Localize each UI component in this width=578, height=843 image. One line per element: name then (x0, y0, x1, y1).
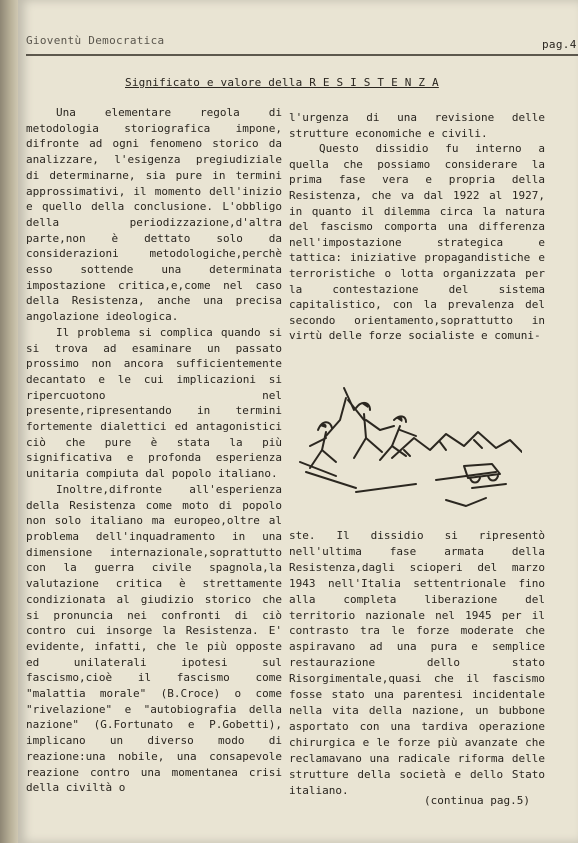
paragraph: ste. Il dissidio si ripresentò nell'ultima fase armata della Resistenza,dagli scioperi del marzo 1943 nell'Italia settentrionale fino alla completa liberazione del territorio nazionale nel 1945 per il contrasto tra le forze moderate che aspiravano ad una pura e semplice restaurazione dello stato Risorgimentale,quasi che il fascismo fosse stato una parentesi incidentale nella vita della nazione, un bubbone asportato con una tardiva operazione chirurgica e le forze più avanzate che reclamavano una radicale riforma delle strutture della società e dello Stato italiano. (289, 529, 545, 797)
paragraph: l'urgenza di una revisione delle strutture economiche e civili. (289, 111, 545, 140)
right-column-top (289, 110, 545, 344)
article-title: Significato e valore della R E S I S T E N Z A (125, 76, 439, 89)
paragraph: Inoltre,difronte all'esperienza della Resistenza come moto di popolo non solo italiano ma europeo,oltre al problema dell'inquadramento in una dimensione internazionale,soprattutto con la guerra civile spagnola,la valutazione critica è strettamente condizionata al giudizio storico che si pronuncia nei confronti di ciò contro cui insorge la Resistenza. E' evidente, infatti, che le più opposte ed unilaterali ipotesi sul fascismo,cioè il fascismo come "malattia morale" (B.Croce) o come "rivelazione" e "autobiografia della nazione" (G.Fortunato e P.Gobetti), implicano un diverso modo di reazione:una nobile, una consapevole reazione contro una momentanea crisi della civiltà o (26, 482, 282, 795)
paragraph: Questo dissidio fu interno a quella che possiamo considerare la prima fase vera e propria della Resistenza, che va dal 1922 al 1927, in quanto il dilemma circa la natura del fascismo comporta una differenza nell'impostazione strategica e tattica: iniziative propagandistiche e terroristiche o lotta organizzata per la contestazione del sistema capitalistico, con la prevalenza del secondo orientamento,soprattutto in virtù delle forze socialiste e comuni- (289, 142, 545, 343)
magazine-name: Gioventù Democratica (26, 34, 165, 47)
page-header (26, 34, 578, 54)
left-column (26, 105, 282, 796)
right-column-bottom (289, 528, 545, 798)
paragraph: Il problema si complica quando si si trova ad esaminare un passato prossimo non ancora sufficientemente decantato e le cui implicazioni si ripercuotono nel presente,ripresentando in termini fortemente dialettici ed antagonistici ciò che pure è stata la più significativa e profonda esperienza unitaria compiuta dal popolo italiano. (26, 325, 282, 481)
page-binding (0, 0, 18, 843)
page-number: pag.4 (542, 38, 577, 51)
partisans-illustration (296, 380, 522, 520)
header-rule (26, 54, 578, 56)
paragraph: Una elementare regola di metodologia storiografica impone, difronte ad ogni fenomeno storico da analizzare, l'esigenza pregiudiziale di determinarne, sia pure in termini approssimativi, il momento dell'inizio e quello della conclusione. L'obbligo della periodizzazione,d'altra parte,non è dettato solo da considerazioni metodologiche,perchè esso sottende una determinata impostazione critica,e,come nel caso della Resistenza, anche una precisa angolazione ideologica. (26, 106, 282, 324)
continued-note: (continua pag.5) (424, 794, 530, 807)
